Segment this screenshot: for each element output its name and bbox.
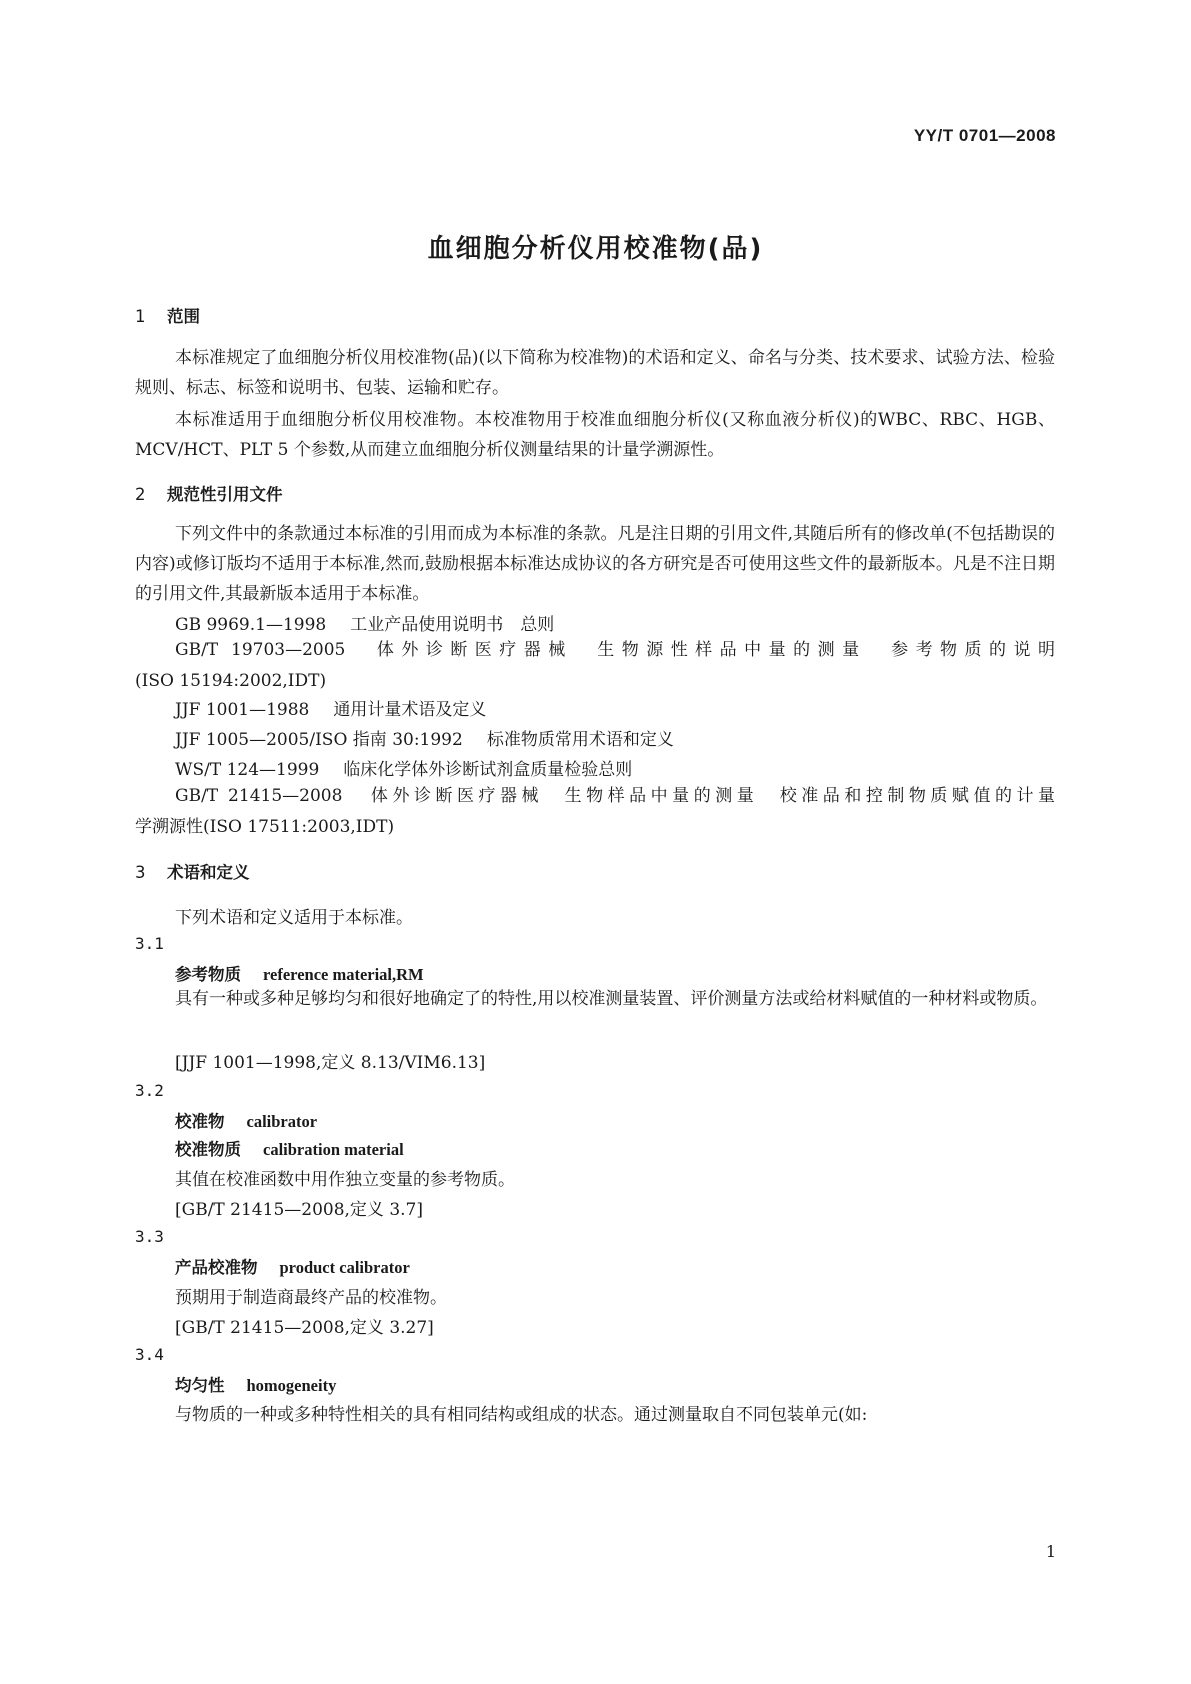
section-1-heading: 1 范围	[135, 307, 200, 326]
term-source: [GB/T 21415—2008,定义 3.27]	[175, 1318, 434, 1338]
term-number: 3.3	[135, 1227, 164, 1246]
term-definition: 与物质的一种或多种特性相关的具有相同结构或组成的状态。通过测量取自不同包装单元(如:	[175, 1405, 868, 1425]
term-heading: 产品校准物 product calibrator	[175, 1258, 410, 1277]
section-2-paragraph: 下列文件中的条款通过本标准的引用而成为本标准的条款。凡是注日期的引用文件,其随后所有的修改单(不包括勘误的内容)或修订版均不适用于本标准,然而,鼓励根据本标准达成协议的各方研究是否可使用这些文件的最新版本。凡是不注日期的引用文件,其最新版本适用于本标准。	[135, 524, 1055, 604]
normative-reference: GB/T 19703—2005 体外诊断医疗器械 生物源性样品中量的测量 参考物质的说明 (ISO 15194:2002,IDT)	[135, 640, 1055, 691]
page-number: 1	[1045, 1542, 1056, 1561]
normative-reference: WS/T 124—1999 临床化学体外诊断试剂盒质量检验总则	[175, 760, 633, 780]
term-heading-alt: 校准物质 calibration material	[175, 1140, 404, 1159]
section-3-intro: 下列术语和定义适用于本标准。	[175, 908, 413, 928]
term-number: 3.2	[135, 1081, 164, 1100]
term-definition: 其值在校准函数中用作独立变量的参考物质。	[175, 1170, 515, 1190]
section-2-heading: 2 规范性引用文件	[135, 485, 283, 504]
term-heading: 校准物 calibrator	[175, 1112, 318, 1131]
standard-number: YY/T 0701—2008	[913, 126, 1056, 145]
term-source: [JJF 1001—1998,定义 8.13/VIM6.13]	[175, 1053, 486, 1073]
normative-reference: JJF 1005—2005/ISO 指南 30:1992 标准物质常用术语和定义	[175, 730, 674, 750]
term-number: 3.1	[135, 934, 164, 953]
section-1-paragraph-2: 本标准适用于血细胞分析仪用校准物。本校准物用于校准血细胞分析仪(又称血液分析仪)的WBC、RBC、HGB、MCV/HCT、PLT 5 个参数,从而建立血细胞分析仪测量结果的计量学溯源性。	[135, 410, 1055, 460]
term-heading: 参考物质 reference material,RM	[175, 965, 424, 984]
term-heading: 均匀性 homogeneity	[175, 1376, 337, 1395]
term-number: 3.4	[135, 1345, 164, 1364]
normative-reference: GB/T 21415—2008 体外诊断医疗器械 生物样品中量的测量 校准品和控制物质赋值的计量 学溯源性(ISO 17511:2003,IDT)	[135, 786, 1055, 837]
term-definition: 预期用于制造商最终产品的校准物。	[175, 1288, 447, 1308]
section-1-paragraph-1: 本标准规定了血细胞分析仪用校准物(品)(以下简称为校准物)的术语和定义、命名与分类、技术要求、试验方法、检验规则、标志、标签和说明书、包装、运输和贮存。	[135, 348, 1055, 398]
normative-reference: GB 9969.1—1998 工业产品使用说明书 总则	[175, 615, 555, 635]
section-3-heading: 3 术语和定义	[135, 863, 250, 882]
document-title: 血细胞分析仪用校准物(品)	[427, 234, 764, 264]
normative-reference: JJF 1001—1988 通用计量术语及定义	[175, 700, 487, 720]
term-definition: 具有一种或多种足够均匀和很好地确定了的特性,用以校准测量装置、评价测量方法或给材料赋值的一种材料或物质。	[175, 989, 1048, 1009]
term-source: [GB/T 21415—2008,定义 3.7]	[175, 1200, 423, 1220]
